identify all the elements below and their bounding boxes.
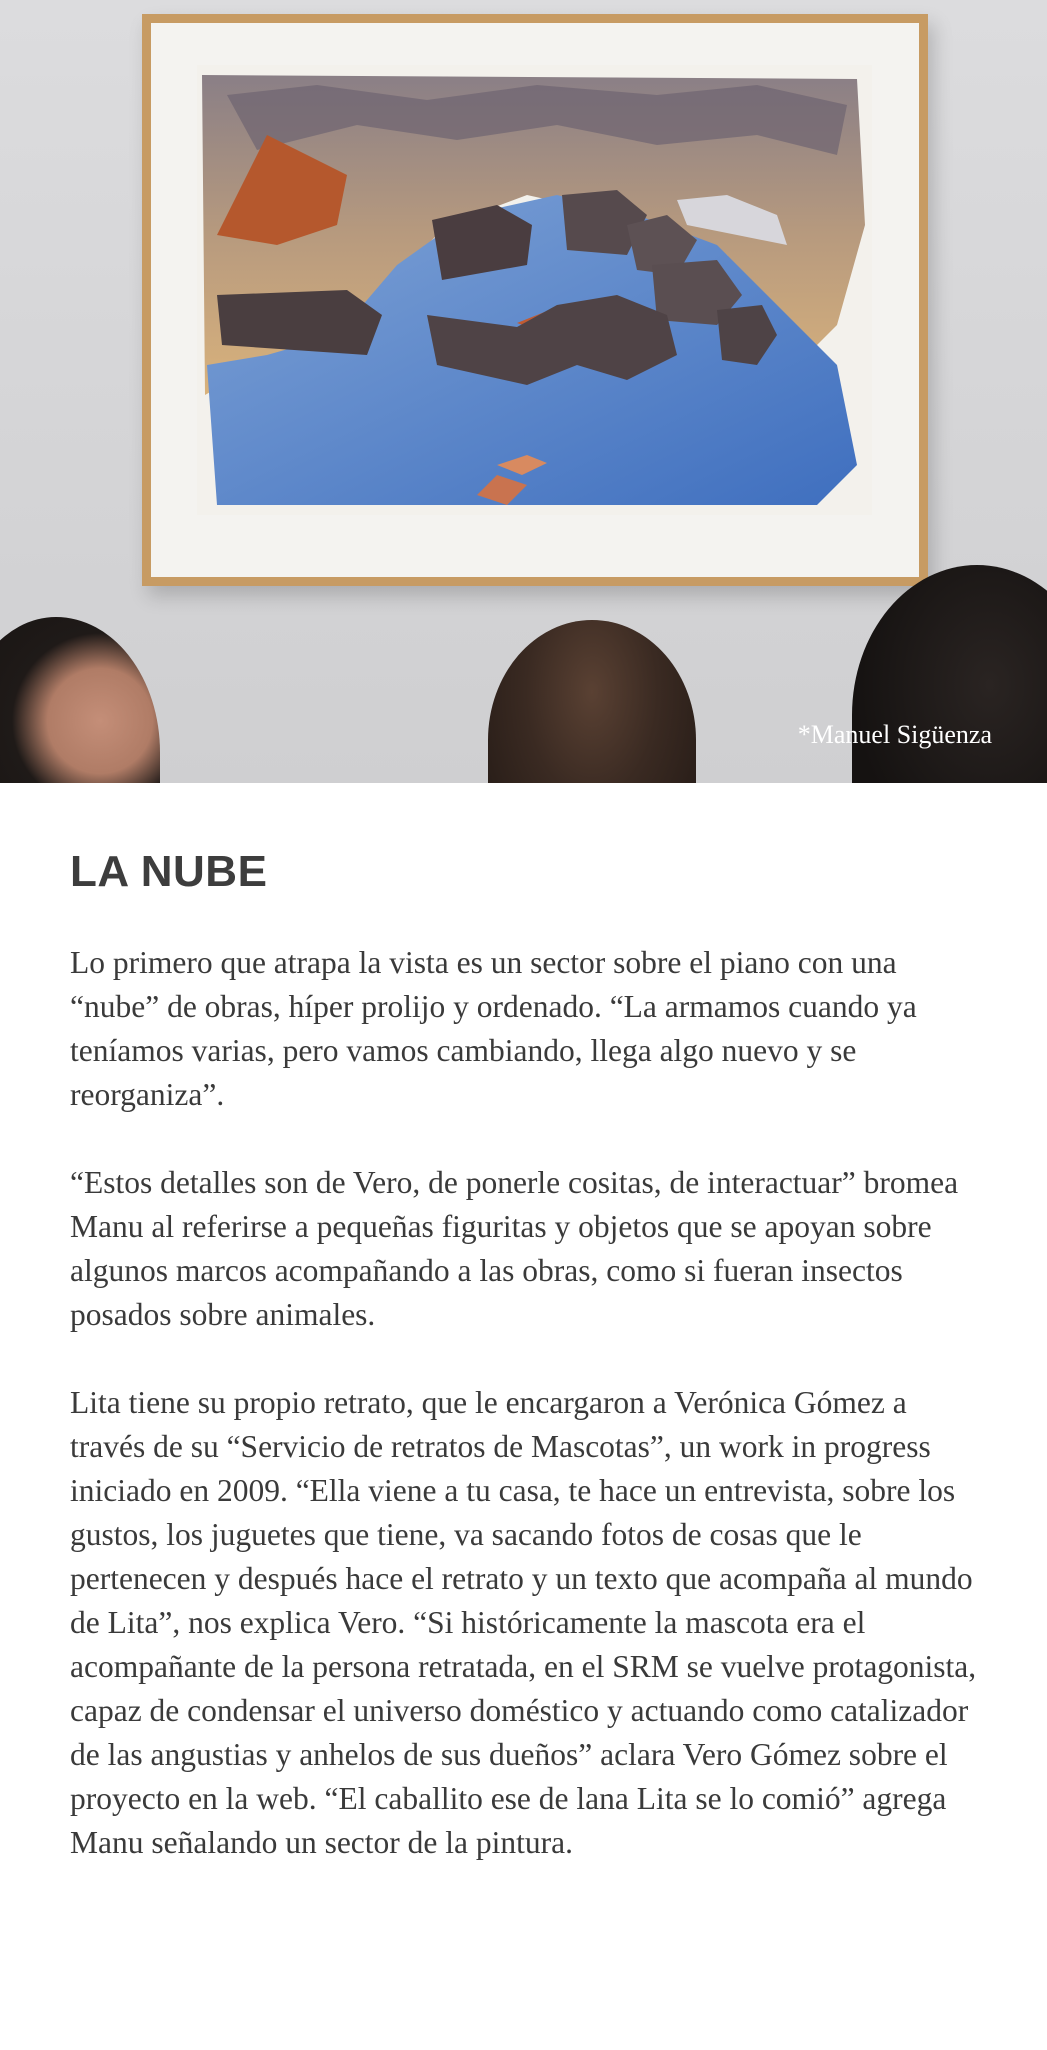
article-paragraph: “Estos detalles son de Vero, de ponerle cositas, de interactuar” bromea Manu al referirse a pequeñas figuritas y objetos que se apoyan sobre algunos marcos acompañando a las obras, como si fueran insectos posados sobre animales. bbox=[70, 1165, 959, 1332]
painting-frame bbox=[142, 14, 928, 586]
article-body bbox=[0, 847, 1047, 1865]
article-title: LA NUBE bbox=[70, 847, 268, 896]
visitor-head-left bbox=[0, 617, 160, 783]
visitor-head-center bbox=[488, 620, 696, 783]
visitor-head-right bbox=[852, 565, 1047, 783]
hero-photo bbox=[0, 0, 1047, 783]
article-paragraph: Lita tiene su propio retrato, que le encargaron a Verónica Gómez a través de su “Servicio de retratos de Mascotas”, un work in progress iniciado en 2009. “Ella viene a tu casa, te hace un entrevista, sobre los gustos, los juguetes que tiene, va sacando fotos de cosas que le pertenecen y después hace el retrato y un texto que acompaña al mundo de Lita”, nos explica Vero. “Si históricamente la mascota era el acompañante de la persona retratada, en el SRM se vuelve protagonista, capaz de condensar el universo doméstico y actuando como catalizador de las angustias y anhelos de sus dueños” aclara Vero Gómez sobre el proyecto en la web. “El caballito ese de lana Lita se lo comió” agrega Manu señalando un sector de la pintura. bbox=[70, 1385, 977, 1860]
painting-artwork bbox=[197, 65, 872, 515]
photo-credit: *Manuel Sigüenza bbox=[797, 720, 992, 749]
article-paragraph: Lo primero que atrapa la vista es un sector sobre el piano con una “nube” de obras, híper prolijo y ordenado. “La armamos cuando ya teníamos varias, pero vamos cambiando, llega algo nuevo y se reorganiza”. bbox=[70, 945, 917, 1112]
